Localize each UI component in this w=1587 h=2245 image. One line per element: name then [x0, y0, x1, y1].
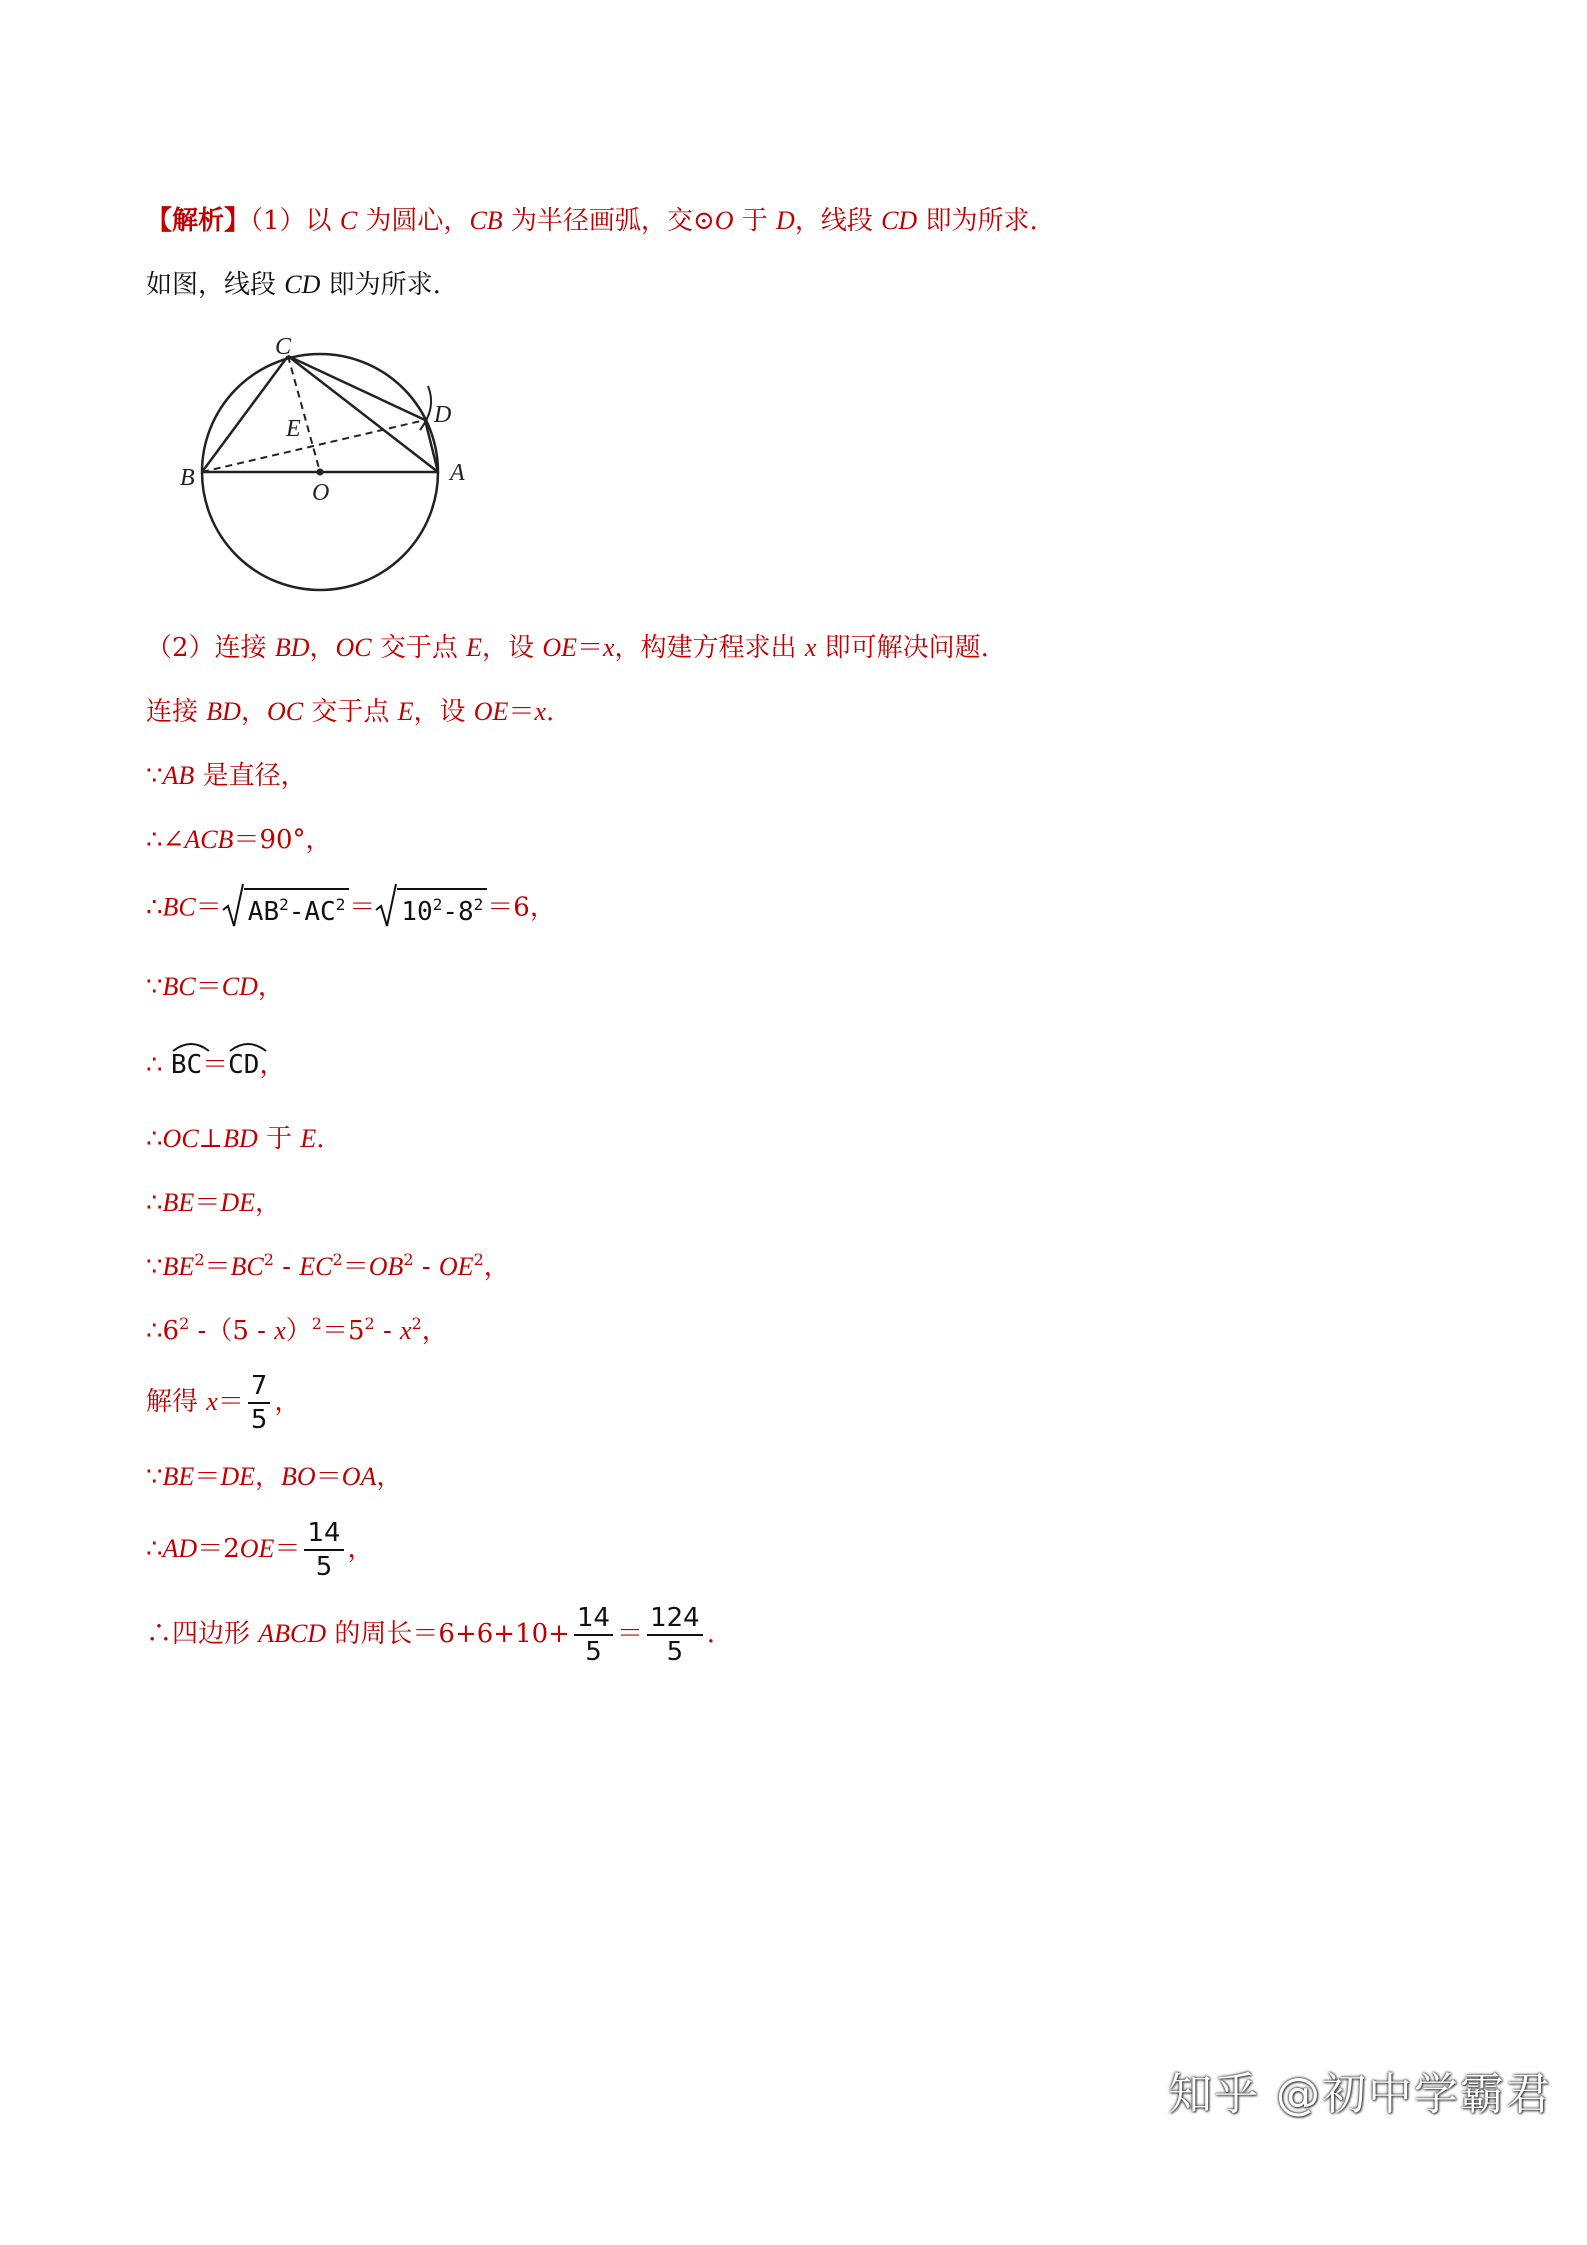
label-e: E	[286, 416, 301, 442]
arc-mark	[420, 386, 431, 430]
analysis-line-6: ∴∠ACB＝90°，	[146, 825, 332, 855]
analysis-line-16: ∴AD＝2OE＝ $\frac{14}{5}$ ，	[146, 1518, 374, 1582]
analysis-line-14: 解得 x＝ $\frac{7}{5}$ ，	[146, 1371, 301, 1435]
analysis-line-9: ∴ BC＝ CD，	[146, 1040, 285, 1082]
watermark: 知乎 @初中学霸君	[1168, 2069, 1552, 2120]
analysis-line-4: 连接 BD，OC 交于点 E，设 OE＝x.	[146, 697, 555, 727]
analysis-line-10: ∴OC⊥BD 于 E.	[146, 1124, 325, 1154]
label-a: A	[450, 460, 465, 486]
label-o: O	[312, 480, 330, 506]
label-d: D	[434, 402, 452, 428]
analysis-tag: 【解析】	[146, 206, 251, 236]
center-point-o	[317, 469, 324, 476]
label-b: B	[180, 465, 195, 491]
fraction-124-5: $\frac{124}{5}$	[647, 1602, 703, 1668]
circle-diagram	[175, 326, 495, 606]
sqrt-10-8: $10^2-8^2$	[375, 888, 487, 929]
arc-cd: CD	[228, 1040, 259, 1082]
analysis-line-15: ∵BE＝DE，BO＝OA，	[146, 1462, 403, 1492]
arc-bc: BC	[171, 1040, 202, 1082]
fraction-14-5: $\frac{14}{5}$	[304, 1517, 343, 1583]
fraction-7-5: $\frac{7}{5}$	[248, 1370, 271, 1436]
label-c: C	[275, 334, 292, 360]
analysis-line-8: ∵BC＝CD，	[146, 972, 284, 1002]
analysis-line-11: ∴BE＝DE，	[146, 1188, 282, 1218]
analysis-line-12: $\because BE^2=BC^2 - EC^2=OB^2 - OE^2$，	[146, 1250, 510, 1282]
analysis-line-1: 【解析】（1）以 C 为圆心，CB 为半径画弧，交⊙O 于 D，线段 CD 即为所求.	[146, 206, 1038, 236]
sqrt-ab-ac: $AB^2-AC^2$	[222, 888, 350, 929]
analysis-line-17: ∴四边形 ABCD 的周长＝6+6+10+ $\frac{14}{5}$ ＝ $\frac{124}{5}$ .	[146, 1603, 715, 1667]
fraction-14-5-b: $\frac{14}{5}$	[574, 1602, 613, 1668]
segment-ca	[288, 356, 438, 472]
analysis-line-13: $\therefore 6^2$ $-(5 - x)^2=5^2 - x^2$，	[146, 1314, 448, 1346]
analysis-line-7: ∴BC＝ $AB^2-AC^2$ ＝ $10^2-8^2 =6$，	[146, 888, 556, 929]
analysis-line-3: （2）连接 BD，OC 交于点 E，设 OE＝x，构建方程求出 x 即可解决问题.	[146, 633, 989, 663]
analysis-line-2: 如图，线段 CD 即为所求.	[146, 270, 441, 300]
segment-oc-dashed	[288, 356, 320, 472]
analysis-line-5: ∵AB 是直径，	[146, 761, 307, 791]
